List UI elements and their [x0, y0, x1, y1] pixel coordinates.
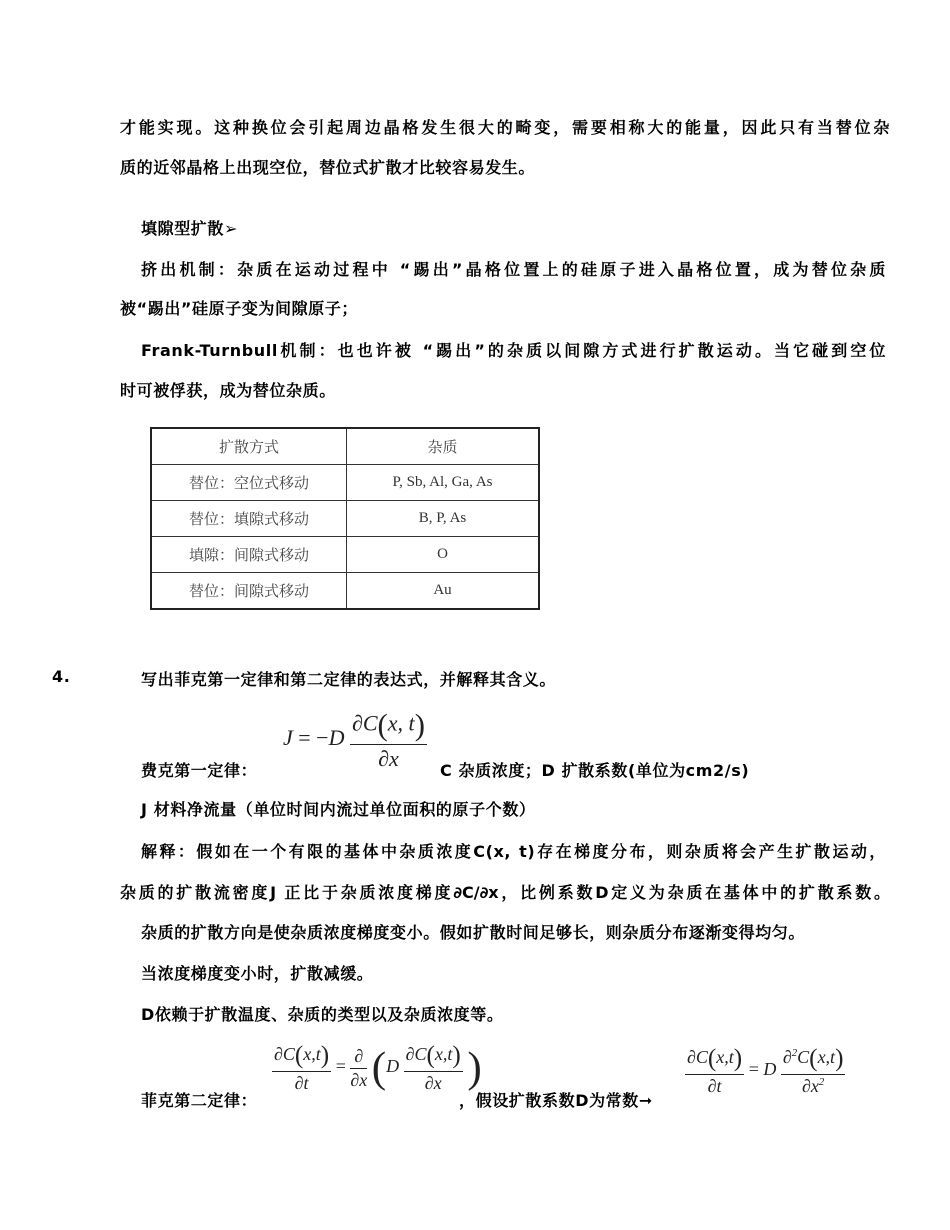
- table-cell: 替位：填隙式移动: [151, 501, 347, 537]
- paragraph-line: 杂质的扩散方向是使杂质浓度梯度变小。假如扩散时间足够长，则杂质分布逐渐变得均匀。: [141, 923, 806, 942]
- fick-second-law-formula: $\frac{\partial C(x,t)}{\partial t}$ = $\frac{\partial}{\partial x}$ (D $\frac{\partial C(x,t)}{\partial x}$ ): [274, 1042, 482, 1093]
- fick-first-law-label: 费克第一定律：: [141, 761, 258, 780]
- table-row: [151, 573, 539, 610]
- table-cell: P, Sb, Al, Ga, As: [347, 465, 540, 501]
- table-cell: 填隙：间隙式移动: [151, 537, 347, 573]
- fick-second-law-constant-formula: $\frac{\partial C(x,t)}{\partial t}$ = D $\frac{\partial^2C(x,t)}{\partial x^2}$: [687, 1045, 844, 1096]
- table-cell: Au: [347, 573, 540, 610]
- table-cell: 替位：空位式移动: [151, 465, 347, 501]
- impurity-table: [150, 427, 540, 610]
- section-heading: 填隙型扩散➢: [141, 219, 239, 238]
- table-row: [151, 501, 539, 537]
- paragraph-line: Frank-Turnbull机制：也也许被 “踢出”的杂质以间隙方式进行扩散运动。当它碰到空位: [141, 341, 886, 360]
- paragraph-line: 挤出机制：杂质在运动过程中 “踢出”晶格位置上的硅原子进入晶格位置，成为替位杂质: [141, 260, 886, 279]
- paragraph-line: 才能实现。这种换位会引起周边晶格发生很大的畸变，需要相称大的能量，因此只有当替位杂: [120, 118, 890, 137]
- table-row: [151, 465, 539, 501]
- fick-first-law-formula: J = −D $\frac{\partial C(x, t)}{\partial x}$: [283, 708, 425, 771]
- table-cell: B, P, As: [347, 501, 540, 537]
- paragraph-line: 质的近邻晶格上出现空位，替位式扩散才比较容易发生。: [120, 158, 536, 177]
- question-number: 4.: [52, 667, 71, 686]
- table-cell: 替位：间隙式移动: [151, 573, 347, 610]
- table-header-row: [151, 428, 539, 465]
- paragraph-line: 杂质的扩散流密度J 正比于杂质浓度梯度∂C/∂x，比例系数D定义为杂质在基体中的扩散系数。: [120, 883, 890, 902]
- table-cell: O: [347, 537, 540, 573]
- fick-second-law-label: 菲克第二定律：: [141, 1091, 258, 1110]
- constant-d-assumption: ，假设扩散系数D为常数➞: [459, 1091, 653, 1110]
- question-text: 写出菲克第一定律和第二定律的表达式，并解释其含义。: [141, 670, 557, 689]
- paragraph-line: 当浓度梯度变小时，扩散减缓。: [141, 964, 374, 983]
- paragraph-line: 解释：假如在一个有限的基体中杂质浓度C(x, t)存在梯度分布，则杂质将会产生扩散运动，: [141, 842, 886, 861]
- table-row: [151, 537, 539, 573]
- paragraph-line: 时可被俘获，成为替位杂质。: [120, 381, 336, 400]
- flux-desc: J 材料净流量（单位时间内流过单位面积的原子个数）: [141, 800, 536, 819]
- fick-first-law-desc: C 杂质浓度；D 扩散系数(单位为cm2/s): [440, 761, 750, 780]
- table-header-cell: 扩散方式: [151, 428, 347, 465]
- paragraph-line: 被“踢出”硅原子变为间隙原子；: [120, 299, 359, 318]
- table-header-cell: 杂质: [347, 428, 540, 465]
- paragraph-line: D依赖于扩散温度、杂质的类型以及杂质浓度等。: [141, 1005, 504, 1024]
